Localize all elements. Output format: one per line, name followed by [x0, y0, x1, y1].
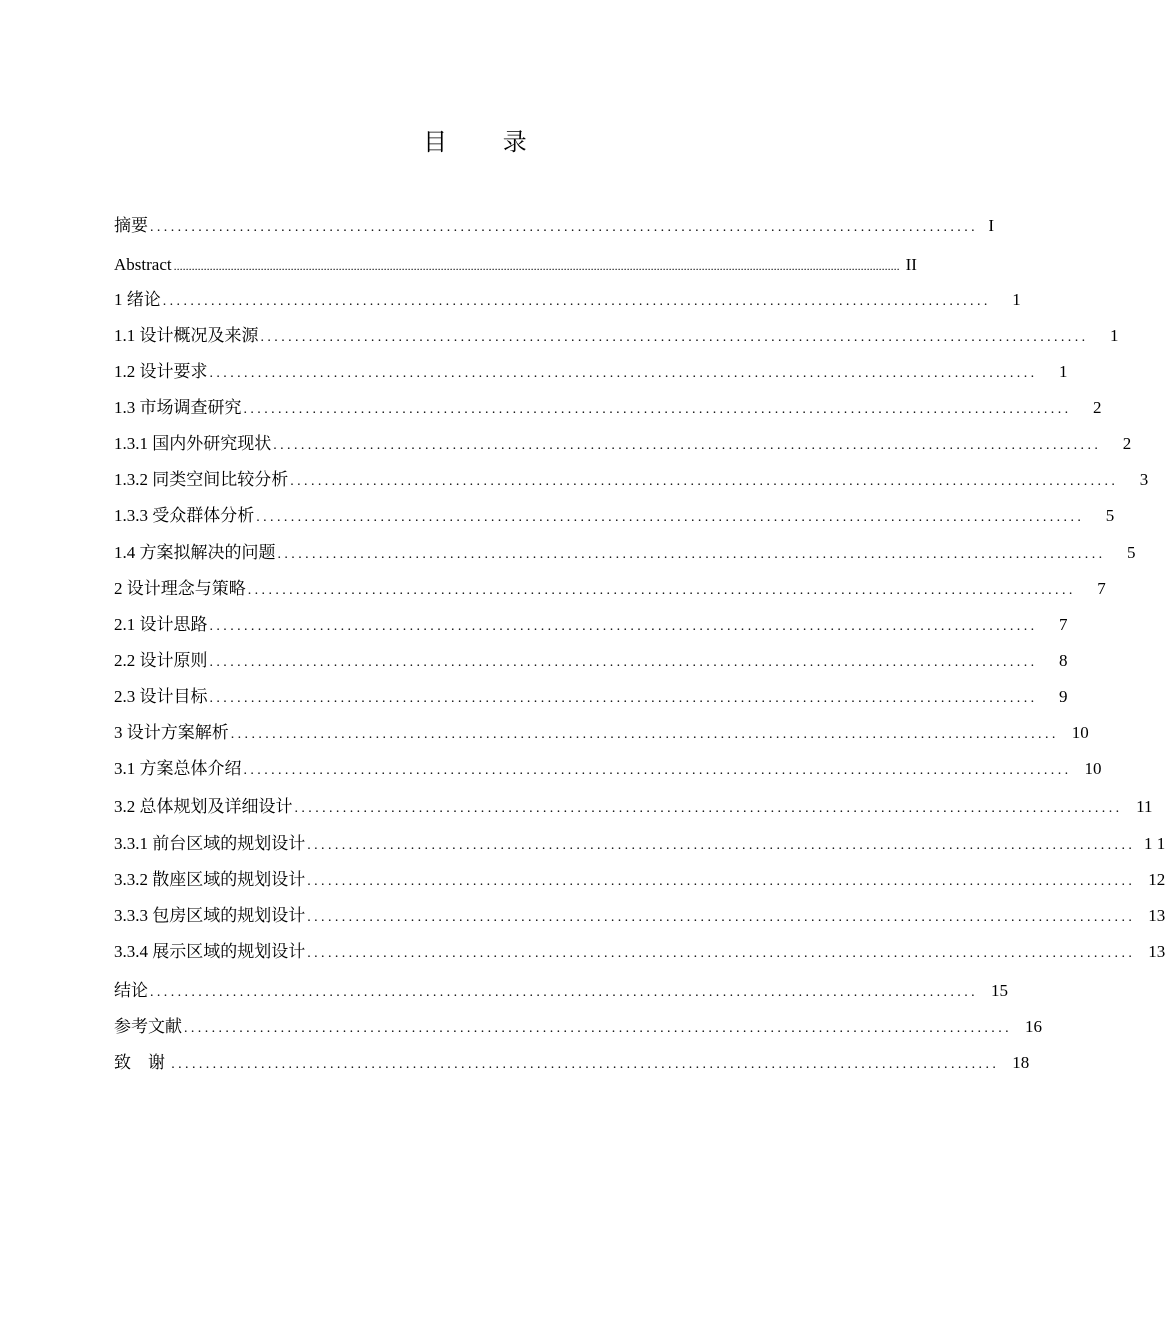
toc-entry-label: 3.3.2 散座区域的规划设计 [114, 870, 306, 889]
toc-entry-page: 9 [1059, 687, 1068, 706]
toc-entry-page: I [988, 216, 994, 235]
toc-entry-label: 2.3 设计目标 [114, 687, 208, 706]
toc-entry-page: 8 [1059, 651, 1068, 670]
toc-entry-label: 3 设计方案解析 [114, 723, 229, 742]
toc-entry-page: 13 [1148, 906, 1165, 925]
toc-dot-leader: ........................................................................................................................ [247, 583, 1076, 598]
toc-entry-page: 10 [1084, 759, 1102, 778]
toc-entry-3-3-3[interactable] [114, 904, 1165, 928]
toc-dot-leader: ........................................................................................................................ [150, 220, 978, 235]
toc-dot-leader: ........................................................................................................................ [307, 946, 1136, 961]
toc-entry-page: 18 [1012, 1053, 1030, 1072]
toc-dot-leader: ........................................................................................................................ [162, 294, 991, 309]
toc-dot-leader: ........................................................................................................................ [150, 985, 978, 1000]
toc-entry-label: 1.2 设计要求 [114, 362, 208, 381]
toc-entry-page: 2 [1093, 398, 1102, 417]
toc-entry-1-3-1[interactable] [114, 432, 1132, 456]
toc-entry-1-2[interactable] [114, 360, 1068, 384]
toc-dot-leader: ........................................................................................................................ [209, 655, 1038, 670]
toc-dot-leader: ........................................................................................................................ [277, 547, 1106, 562]
toc-entry-label: 1.1 设计概况及来源 [114, 326, 259, 345]
toc-entry-label: 1.3.1 国内外研究现状 [114, 434, 272, 453]
toc-entry-1-4[interactable] [114, 541, 1136, 565]
toc-entry-3-3-1[interactable] [114, 832, 1165, 856]
toc-entry-page: 3 [1139, 470, 1149, 489]
toc-entry-acknowledgements[interactable] [114, 1051, 1030, 1075]
toc-entry-3-3-2[interactable] [114, 868, 1165, 892]
page-title: 目 录 [423, 128, 551, 156]
toc-dot-leader: ........................................................................................................................ [230, 727, 1059, 742]
toc-dot-leader: ........................................................................................................................ [307, 910, 1136, 925]
toc-entry-2-2[interactable] [114, 649, 1068, 673]
toc-entry-page: 12 [1148, 870, 1165, 889]
toc-entry-3-2[interactable] [114, 795, 1153, 819]
toc-entry-page: 16 [1025, 1017, 1042, 1036]
toc-entry-page: 11 [1136, 797, 1153, 816]
toc-entry-page: 15 [991, 981, 1008, 1000]
toc-dot-leader: ........................................................................................................................ [243, 763, 1072, 778]
toc-entry-label: 2 设计理念与策略 [114, 579, 246, 598]
toc-dot-leader: ........................................................................................................................ [184, 1021, 1012, 1036]
toc-dot-leader: ........................................................................................................................ [273, 438, 1102, 453]
toc-entry-label: 2.2 设计原则 [114, 651, 208, 670]
toc-dot-leader: ........................................................................................................................ [171, 1057, 1000, 1072]
toc-entry-label: 3.3.3 包房区域的规划设计 [114, 906, 306, 925]
toc-entry-label: 1 绪论 [114, 290, 161, 309]
toc-entry-3-3-4[interactable] [114, 940, 1165, 964]
toc-entry-page: 5 [1127, 543, 1136, 562]
toc-entry-label: 3.3.1 前台区域的规划设计 [114, 834, 306, 853]
toc-dot-leader: ........................................................................................................................ [294, 801, 1123, 816]
toc-entry-page: 1 1 [1144, 834, 1165, 853]
toc-entry-label: 1.3 市场调查研究 [114, 398, 242, 417]
toc-dot-leader: ........................................................................................................................ [209, 619, 1038, 634]
toc-entry-page: 1 [1110, 326, 1119, 345]
toc-dot-leader: .................................................................................................................................................................................................................................................. [173, 259, 900, 273]
toc-entry-label: 1.3.2 同类空间比较分析 [114, 470, 289, 489]
toc-entry-chapter-3[interactable] [114, 721, 1089, 745]
toc-entry-label: 3.1 方案总体介绍 [114, 759, 242, 778]
toc-entry-page: 1 [1012, 290, 1021, 309]
toc-entry-label: 参考文献 [114, 1017, 182, 1036]
toc-entry-label: 1.3.3 受众群体分析 [114, 506, 255, 525]
toc-entry-page: 10 [1071, 723, 1089, 742]
toc-entry-abstract-cn[interactable] [114, 214, 994, 238]
toc-entry-page: 1 [1059, 362, 1068, 381]
toc-entry-chapter-2[interactable] [114, 577, 1106, 601]
toc-dot-leader: ........................................................................................................................ [307, 838, 1136, 853]
toc-entry-label: 3.2 总体规划及详细设计 [114, 797, 293, 816]
toc-entry-label: 3.3.4 展示区域的规划设计 [114, 942, 306, 961]
toc-dot-leader: ........................................................................................................................ [209, 691, 1038, 706]
toc-entry-2-3[interactable] [114, 685, 1068, 709]
toc-entry-page: 13 [1148, 942, 1165, 961]
toc-dot-leader: ........................................................................................................................ [260, 330, 1089, 345]
toc-dot-leader: ........................................................................................................................ [243, 402, 1072, 417]
toc-entry-page: II [905, 255, 917, 274]
toc-entry-label: Abstract [114, 255, 172, 274]
toc-entry-label: 摘要 [114, 216, 148, 235]
toc-dot-leader: ........................................................................................................................ [209, 366, 1038, 381]
toc-entry-label: 致 谢 [114, 1053, 170, 1072]
toc-entry-label: 结论 [114, 981, 148, 1000]
toc-entry-label: 1.4 方案拟解决的问题 [114, 543, 276, 562]
toc-entry-references[interactable] [114, 1015, 1042, 1039]
toc-entry-chapter-1[interactable] [114, 288, 1021, 312]
toc-dot-leader: ........................................................................................................................ [307, 874, 1136, 889]
toc-entry-page: 7 [1097, 579, 1106, 598]
toc-dot-leader: ........................................................................................................................ [256, 510, 1085, 525]
toc-entry-label: 2.1 设计思路 [114, 615, 208, 634]
toc-entry-1-3[interactable] [114, 396, 1102, 420]
toc-entry-3-1[interactable] [114, 757, 1102, 781]
toc-entry-1-3-2[interactable] [114, 468, 1149, 492]
toc-entry-page: 2 [1122, 434, 1132, 453]
toc-entry-page: 7 [1059, 615, 1068, 634]
toc-entry-1-1[interactable] [114, 324, 1119, 348]
toc-entry-conclusion[interactable] [114, 979, 1008, 1003]
toc-entry-2-1[interactable] [114, 613, 1068, 637]
toc-entry-page: 5 [1105, 506, 1115, 525]
toc-dot-leader: ........................................................................................................................ [290, 474, 1119, 489]
toc-entry-1-3-3[interactable] [114, 504, 1115, 528]
toc-entry-abstract-en[interactable] [114, 253, 917, 277]
